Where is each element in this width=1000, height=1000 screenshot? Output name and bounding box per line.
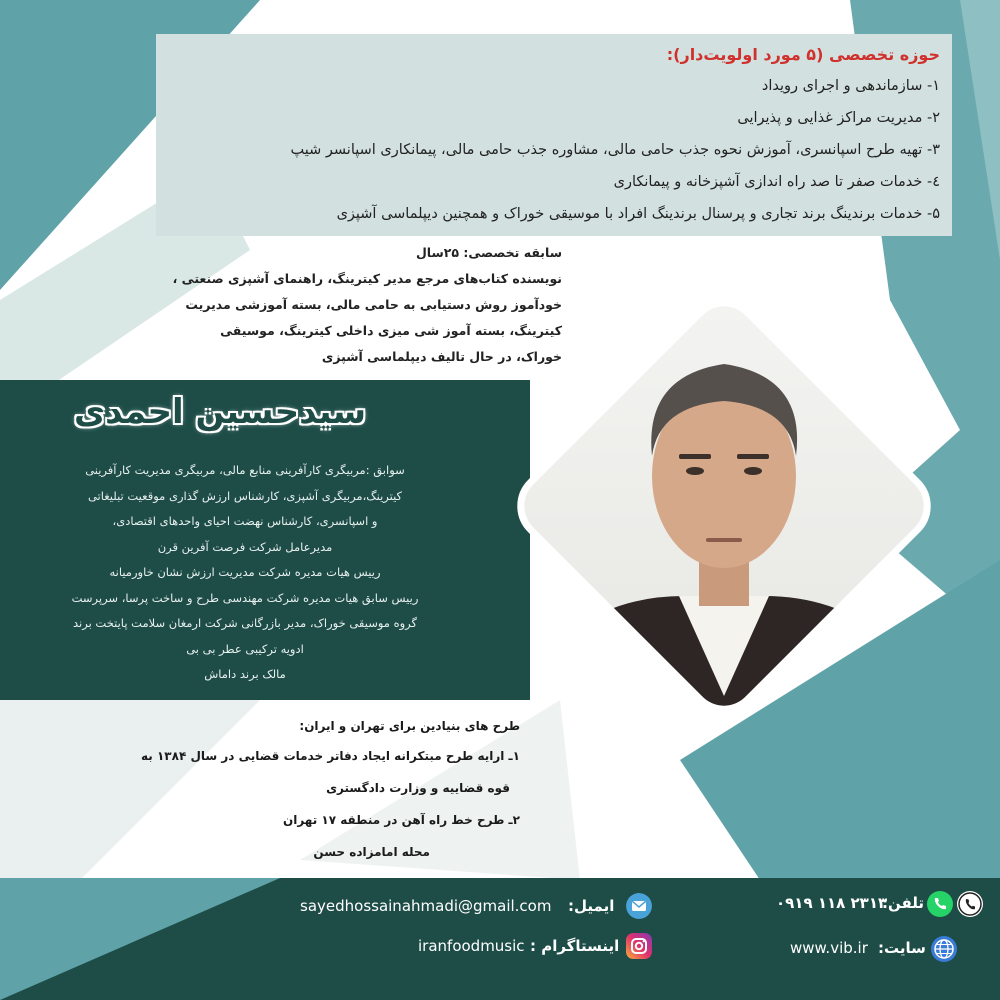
person-name: سیدحسین احمدی: [73, 392, 367, 432]
specialty-item: ۵- خدمات برندینگ برند تجاری و پرسنال برندینگ افراد با موسیقی خوراک و همچنین دیپلماسی آشپزی: [336, 206, 940, 222]
site-row: [790, 935, 970, 965]
email-icon: [626, 893, 652, 919]
whatsapp-icon: [926, 890, 954, 918]
history-section: [10, 458, 480, 688]
globe-icon: [930, 935, 958, 963]
history-line: و اسپانسری، کارشناس نهضت احیای واحدهای اقتصادی،: [112, 514, 378, 528]
specialty-item: ۳- تهیه طرح اسپانسری، آموزش نحوه جذب حامی مالی، مشاوره جذب حامی مالی، پیمانکاری اسپانسر شیپ: [290, 142, 940, 158]
specialty-item: ۲- مدیریت مراکز غذایی و پذیرایی: [737, 110, 940, 126]
email-value[interactable]: sayedhossainahmadi@gmail.com: [300, 897, 552, 915]
email-row: [300, 893, 660, 921]
specialty-item: ۱- سازماندهی و اجرای رویداد: [761, 78, 940, 94]
history-line: سوابق :مربیگری کارآفرینی منابع مالی، مربیگری مدیریت کارآفرینی: [85, 463, 405, 477]
instagram-row: [418, 933, 660, 961]
phone-label: تلفن:: [882, 894, 925, 912]
history-line: مالک برند داماش: [204, 667, 286, 681]
phone-row: [770, 888, 990, 920]
projects-section: [141, 712, 520, 868]
instagram-icon: [626, 933, 652, 959]
experience-line: سابقه تخصصی: ۲۵سال: [415, 245, 562, 260]
experience-line: نویسنده کتاب‌های مرجع مدیر کیترینگ، راهنمای آشپزی صنعتی ،: [172, 271, 562, 286]
phone-value[interactable]: ۰۹۱۹ ۱۱۸ ۲۳۱۳: [776, 894, 888, 912]
phone-icon: [956, 890, 984, 918]
instagram-label: اینستاگرام :: [530, 937, 620, 955]
history-line: رییس سابق هیات مدیره شرکت مهندسی طرح و ساخت پرسا، سرپرست: [71, 590, 419, 605]
specialty-box: [156, 34, 952, 236]
project-line: قوه قضاییه و وزارت دادگستری: [326, 781, 510, 795]
experience-line: خودآموز روش دستیابی به حامی مالی، بسته آموزشی مدیریت: [185, 297, 562, 312]
project-line: ۱ـ ارایه طرح مبتکرانه ایجاد دفاتر خدمات قضایی در سال ۱۳۸۴ به: [141, 749, 520, 763]
project-line: محله امامزاده حسن: [313, 845, 430, 859]
email-label: ایمیل:: [568, 897, 615, 915]
site-value[interactable]: www.vib.ir: [790, 939, 868, 957]
history-line: کیترینگ،مربیگری آشپزی، کارشناس ارزش گذاری موقعیت تبلیغاتی: [87, 488, 403, 503]
project-line: ۲ـ طرح خط راه آهن در منطقه ۱۷ تهران: [282, 813, 520, 827]
projects-title: طرح های بنیادین برای تهران و ایران:: [299, 719, 520, 733]
site-label: سایت:: [878, 939, 926, 957]
specialty-title: حوزه تخصصی (۵ مورد اولویت‌دار):: [666, 45, 940, 64]
specialty-item: ٤- خدمات صفر تا صد راه اندازی آشپزخانه و پیمانکاری: [613, 174, 940, 190]
history-line: گروه موسیقی خوراک، مدیر بازرگانی شرکت ارمغان سلامت پایتخت برند: [72, 616, 417, 630]
experience-line: خوراک، در حال تالیف دیپلماسی آشپزی: [321, 349, 562, 364]
experience-line: کیترینگ، بسته آموز شی میزی داخلی کیترینگ، موسیقی: [220, 323, 562, 338]
history-line: مدیرعامل شرکت فرصت آفرین قرن: [157, 539, 333, 554]
profile-photo: [494, 276, 954, 736]
instagram-value[interactable]: iranfoodmusic: [418, 937, 525, 955]
history-line: رییس هیات مدیره شرکت مدیریت ارزش نشان خاورمیانه: [109, 565, 381, 579]
history-line: ادویه ترکیبی عطر بی بی: [186, 641, 304, 656]
